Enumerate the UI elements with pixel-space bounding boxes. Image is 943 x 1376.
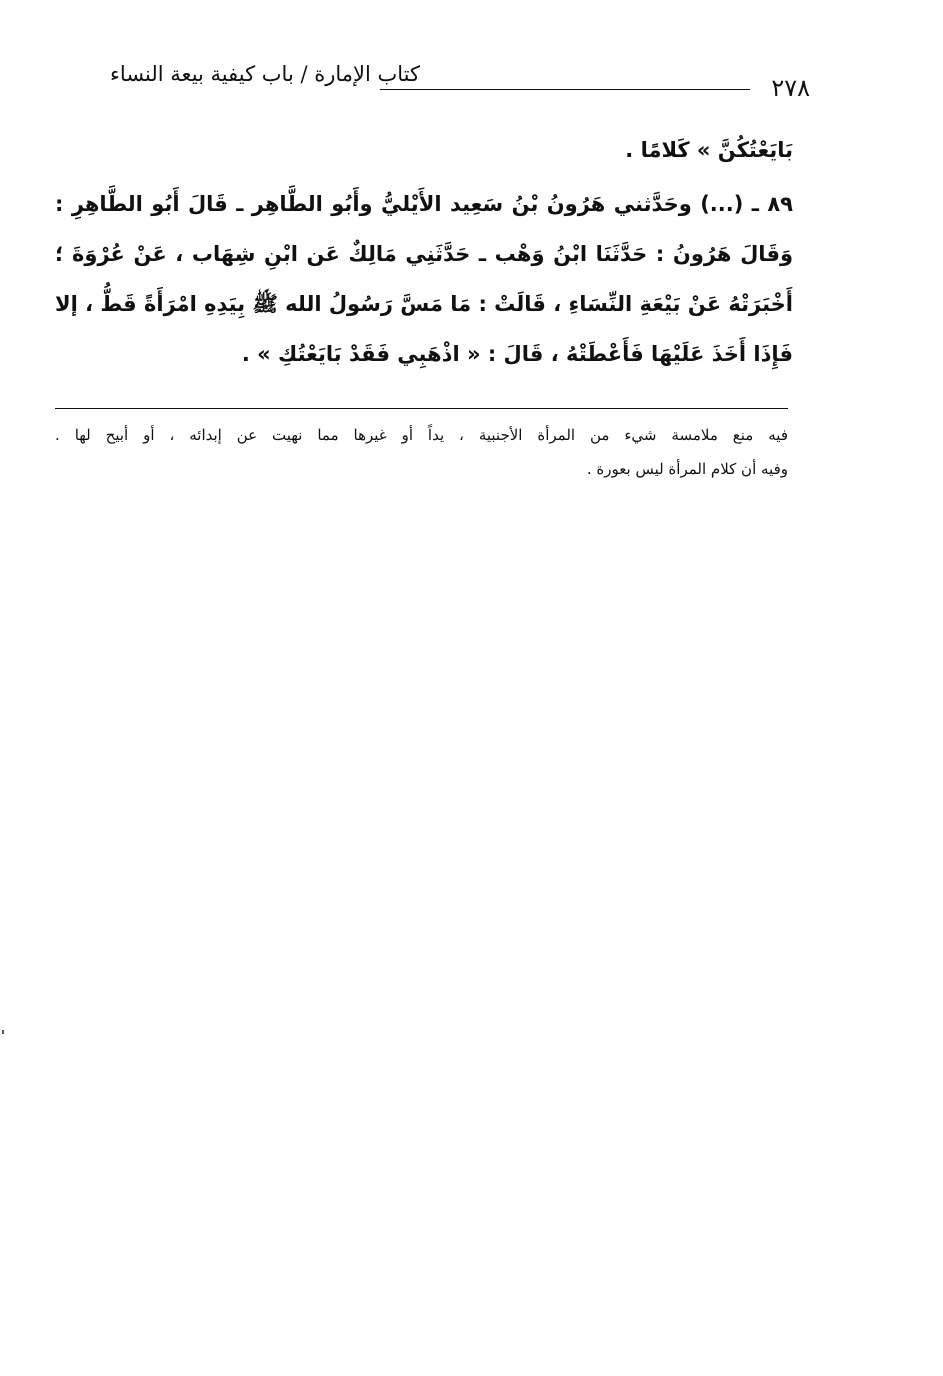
header-title: كتاب الإمارة / باب كيفية بيعة النساء xyxy=(110,62,420,86)
footnote xyxy=(55,418,788,486)
text-line-3: وَقَالَ هَرُونُ : حَدَّثَنَا ابْنُ وَهْب ـ حَدَّثَنِي مَالِكٌ عَن ابْنِ شِهَاب ، عَنْ عُرْوَةَ ؛ xyxy=(55,242,793,266)
text-line-2: ٨٩ ـ (...) وحَدَّثني هَرُونُ بْنُ سَعِيد الأَيْليُّ وأَبُو الطَّاهِر ـ قَالَ أَبُو الطَّاهِرِ : xyxy=(55,192,793,216)
text-line-4: أَخْبَرَتْهُ عَنْ بَيْعَةِ النِّسَاءِ ، قَالَتْ : مَا مَسَّ رَسُولُ الله ﷺ بِيَدِهِ امْرَأَةً قَطُّ ، إلا xyxy=(55,292,793,316)
footnote-line-1: فيه منع ملامسة شيء من المرأة الأجنبية ، يداً أو غيرها مما نهيت عن إبدائه ، أو أبيح لها . xyxy=(55,426,788,444)
main-text xyxy=(55,125,793,379)
scan-mark xyxy=(2,1030,4,1034)
footnote-line-2: وفيه أن كلام المرأة ليس بعورة . xyxy=(586,460,788,478)
footnote-rule xyxy=(55,408,788,409)
running-header xyxy=(58,62,810,106)
text-line-1: بَايَعْتُكُنَّ » كَلامًا . xyxy=(625,138,793,162)
text-line-5: فَإِذَا أَخَذَ عَلَيْهَا فَأَعْطَتْهُ ، قَالَ : « اذْهَبِي فَقَدْ بَايَعْتُكِ » . xyxy=(241,342,793,366)
header-rule xyxy=(380,89,750,90)
page-number: ٢٧٨ xyxy=(771,74,810,102)
